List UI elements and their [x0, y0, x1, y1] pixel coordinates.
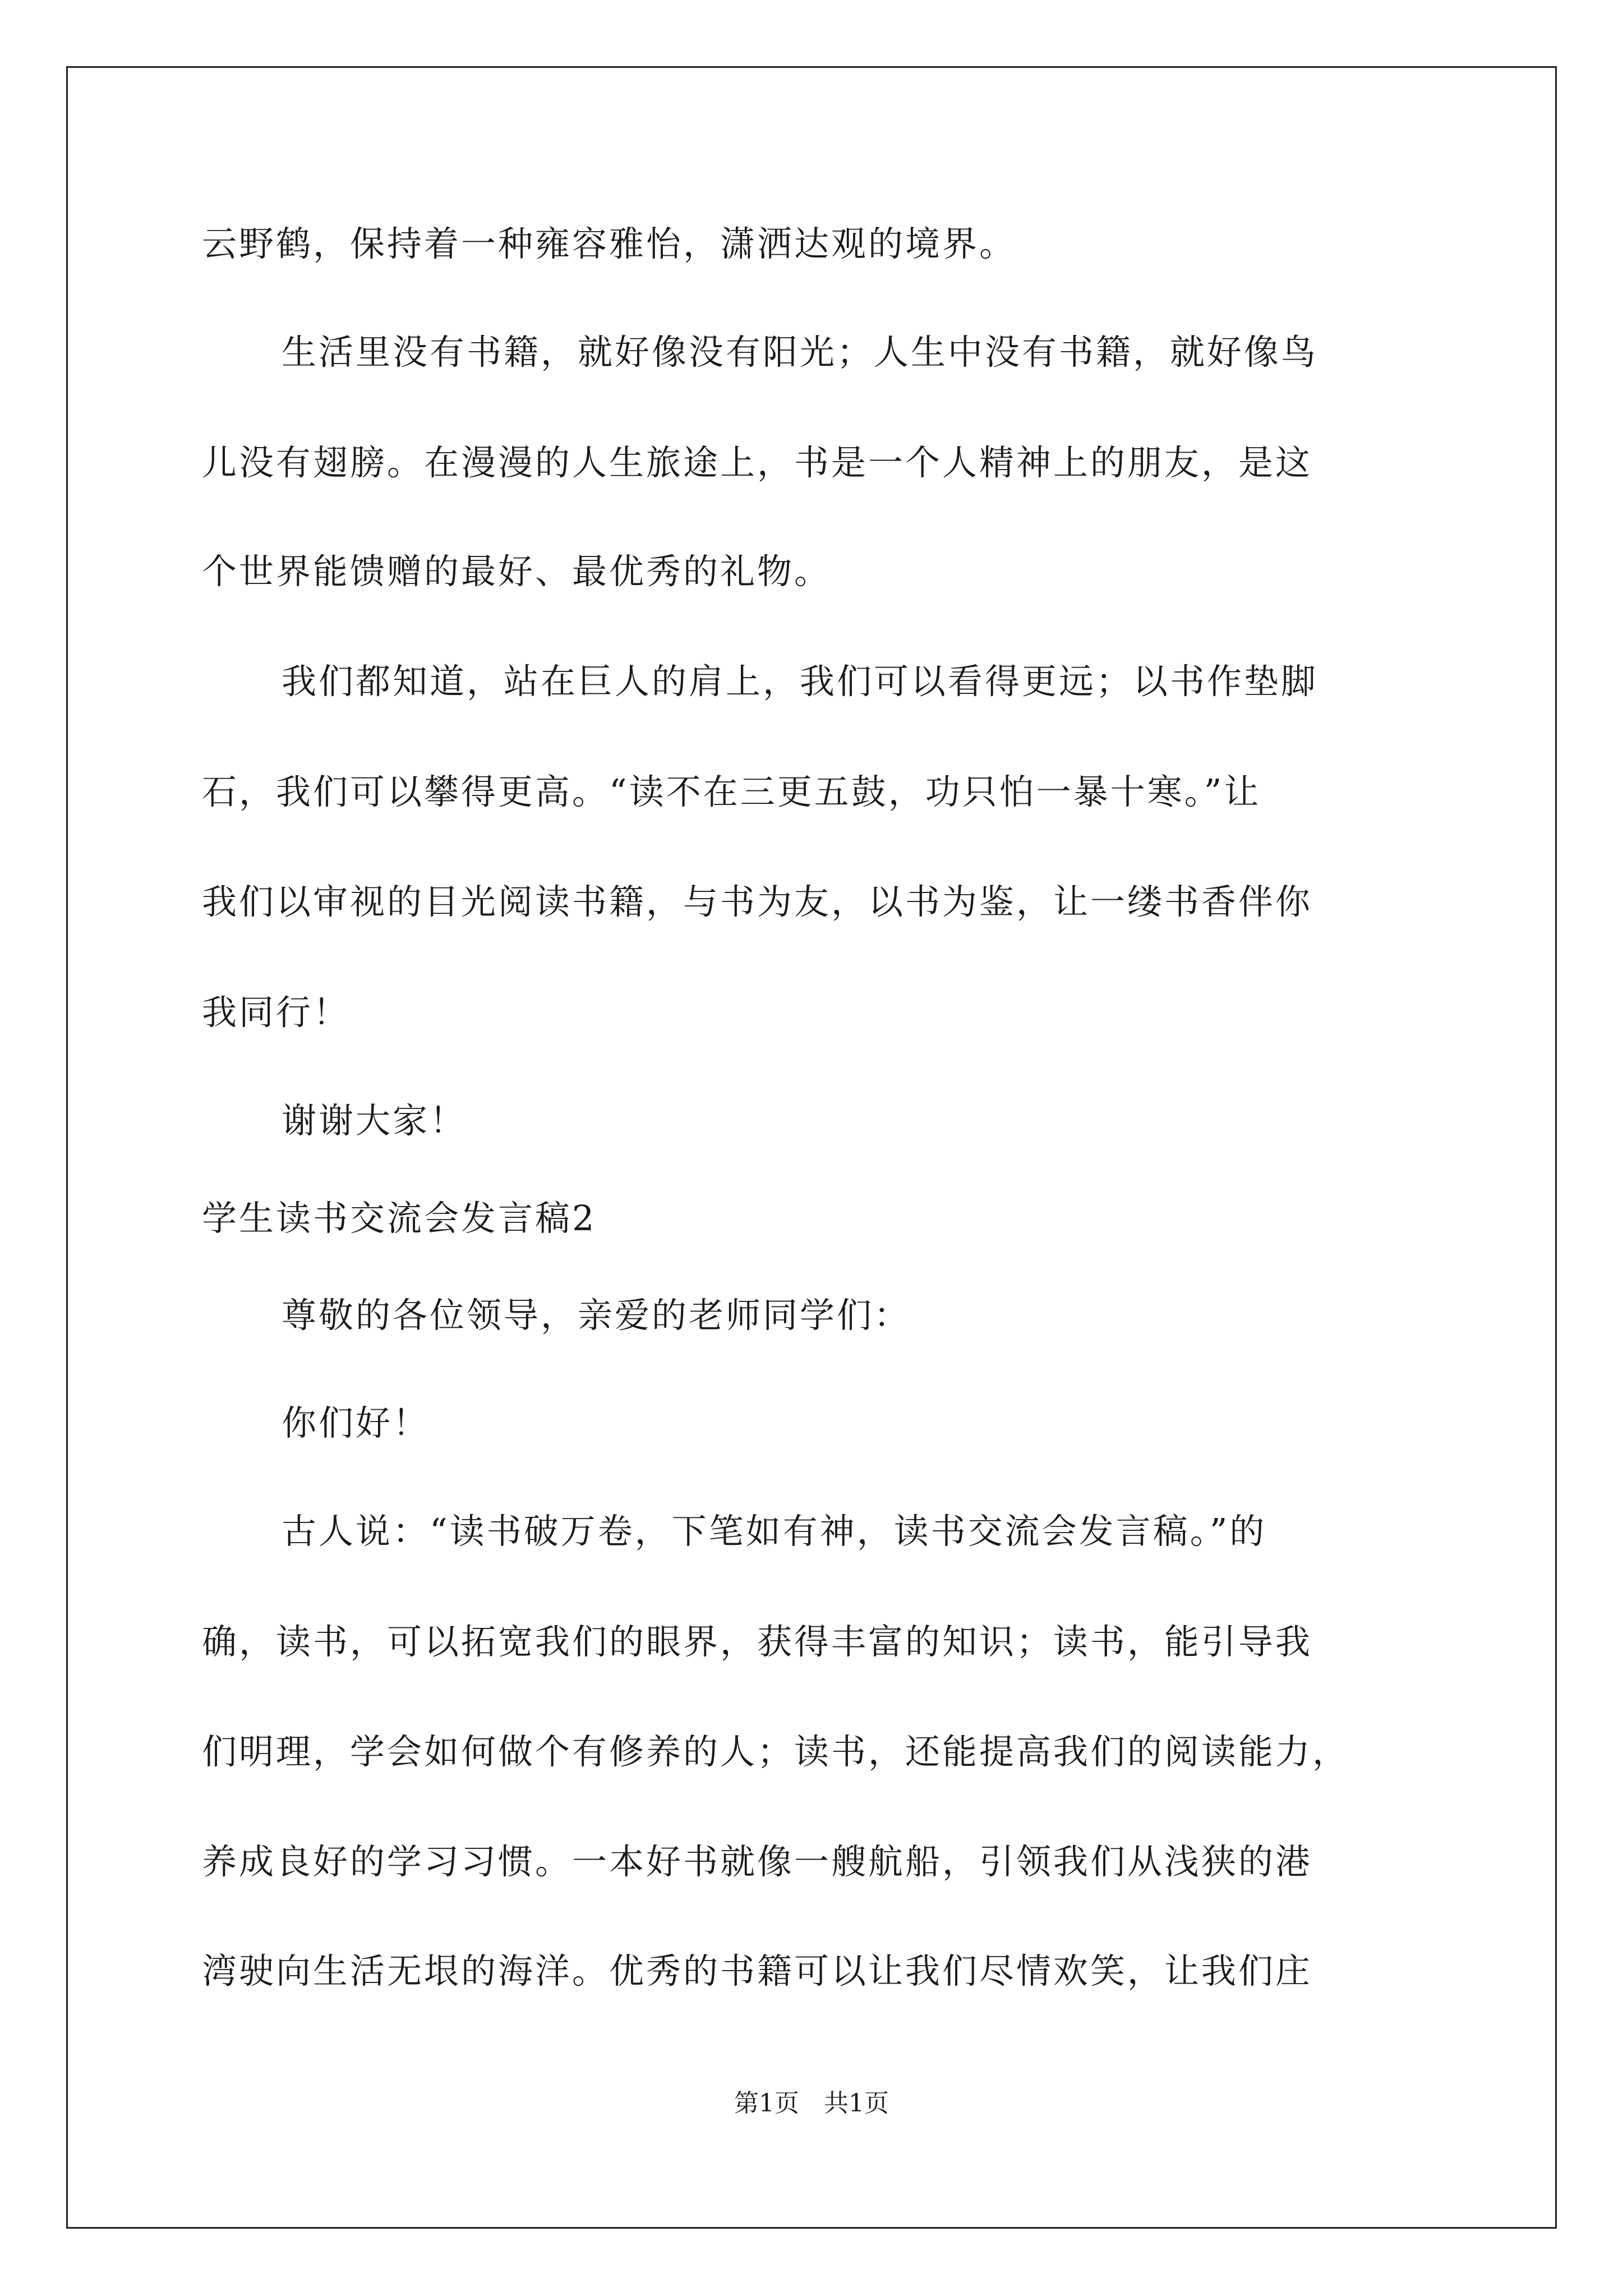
text-line: 云野鹤，保持着一种雍容雅怡，潇洒达观的境界。: [202, 223, 1017, 264]
text-line: 你们好！: [282, 1402, 430, 1443]
page-number-footer: 第1页 共1页: [734, 2089, 889, 2118]
text-line: 儿没有翅膀。在漫漫的人生旅途上，书是一个人精神上的朋友，是这: [202, 442, 1313, 483]
text-line: 养成良好的学习习惯。一本好书就像一艘航船，引领我们从浅狭的港: [202, 1841, 1313, 1882]
text-line: 湾驶向生活无垠的海洋。优秀的书籍可以让我们尽情欢笑，让我们庄: [202, 1950, 1313, 1991]
text-line: 古人说：“读书破万卷，下笔如有神，读书交流会发言稿。”的: [282, 1511, 1267, 1552]
text-line: 们明理，学会如何做个有修养的人；读书，还能提高我们的阅读能力，: [202, 1731, 1350, 1772]
text-line: 我们以审视的目光阅读书籍，与书为友，以书为鉴，让一缕书香伴你: [202, 881, 1313, 922]
text-line: 尊敬的各位领导，亲爱的老师同学们：: [282, 1295, 911, 1336]
text-line: 确，读书，可以拓宽我们的眼界，获得丰富的知识；读书，能引导我: [202, 1621, 1313, 1662]
text-line: 谢谢大家！: [282, 1100, 467, 1141]
text-line: 个世界能馈赠的最好、最优秀的礼物。: [202, 551, 832, 592]
text-line: 生活里没有书籍，就好像没有阳光；人生中没有书籍，就好像鸟: [282, 332, 1318, 372]
text-line: 石，我们可以攀得更高。“读不在三更五鼓，功只怕一暴十寒。”让: [202, 771, 1261, 812]
text-line: 我们都知道，站在巨人的肩上，我们可以看得更远；以书作垫脚: [282, 661, 1318, 702]
text-line: 我同行！: [202, 992, 351, 1033]
section-heading: 学生读书交流会发言稿2: [202, 1198, 597, 1239]
page-frame: [66, 66, 1557, 2229]
